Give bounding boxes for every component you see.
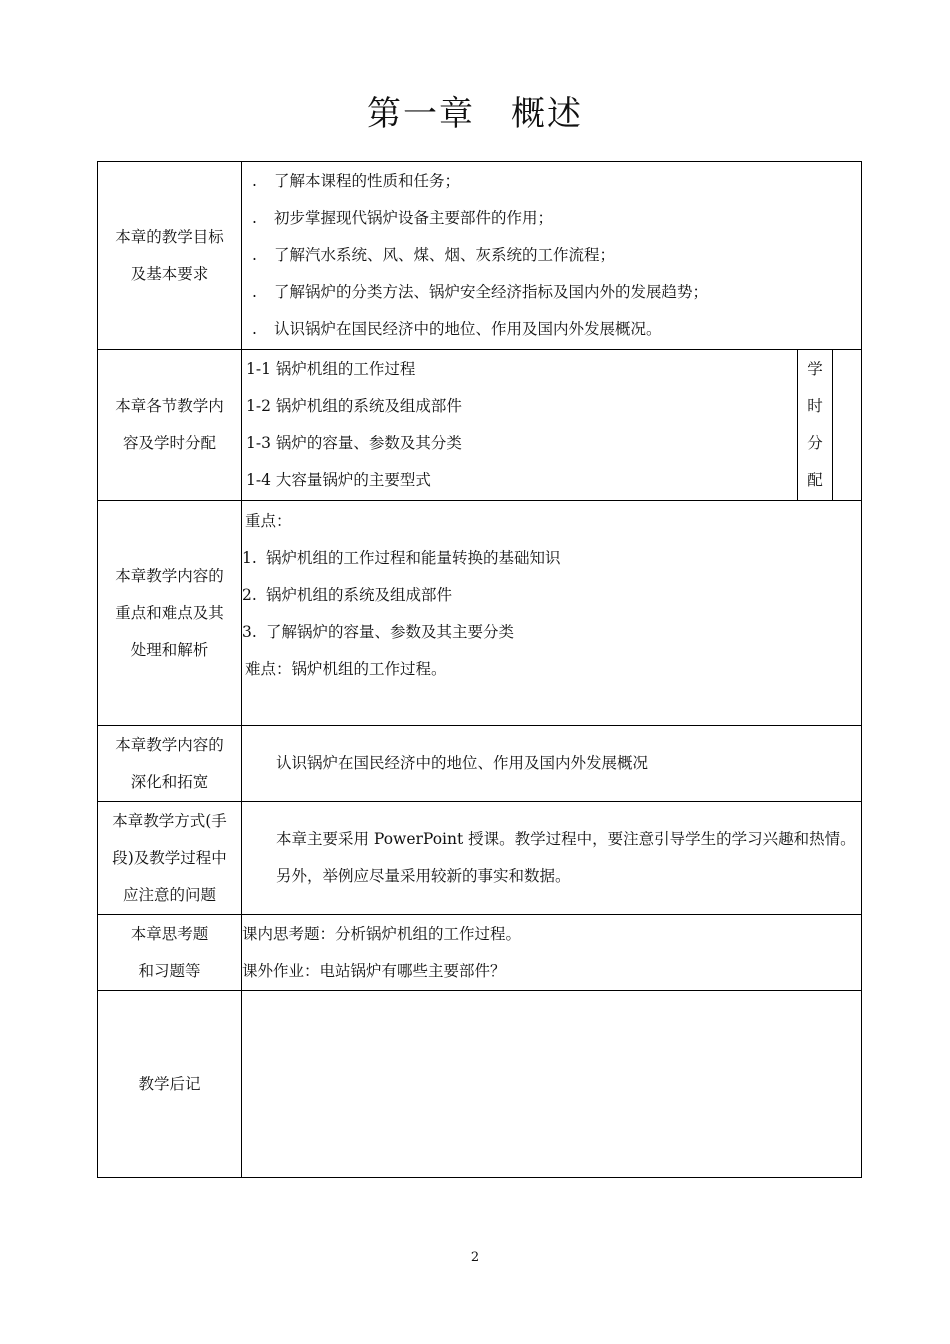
row-exercises [98,915,862,991]
exercises-content [242,915,862,991]
label-line: 本章思考题 [130,924,209,943]
label-line: 段)及教学过程中 [112,848,227,867]
key-heading: 重点： [245,512,292,530]
key-item: 2. 锅炉机组的系统及组成部件 [242,586,453,604]
objective-item: . 初步掌握现代锅炉设备主要部件的作用； [252,209,554,227]
label-line: 本章教学内容的 [115,566,224,585]
methods-paragraph: 另外，举例应尽量采用较新的事实和数据。 [276,867,571,885]
difficulty-text: 难点：锅炉机组的工作过程。 [245,660,447,678]
label-line: 处理和解析 [130,640,209,659]
row-key-points [98,501,862,726]
key-item: 3. 了解锅炉的容量、参数及其主要分类 [242,623,515,641]
objectives-content [242,162,862,350]
row-extension [98,726,862,802]
page-title [0,86,950,135]
sections-content [242,350,862,501]
notes-label [98,991,242,1178]
sections-inner-table [242,350,861,500]
label-line: 本章教学内容的 [115,735,224,754]
methods-paragraph: 本章主要采用 PowerPoint 授课。教学过程中，要注意引导学生的学习兴趣和热情。 [276,830,856,848]
exercise-item: 课内思考题：分析锅炉机组的工作过程。 [242,924,522,943]
page-number: 2 [470,1250,480,1265]
key-item: 1. 锅炉机组的工作过程和能量转换的基础知识 [242,549,561,567]
sections-list [242,350,798,500]
key-points-label [98,501,242,726]
objective-item: . 了解汽水系统、风、煤、烟、灰系统的工作流程； [252,246,616,264]
hours-value-cell [833,350,862,500]
objective-item: . 了解锅炉的分类方法、锅炉安全经济指标及国内外的发展趋势； [252,283,709,301]
section-item: 1-3 锅炉的容量、参数及其分类 [246,434,462,452]
row-objectives [98,162,862,350]
exercises-label [98,915,242,991]
row-sections [98,350,862,501]
hours-allocation-label: 学 时 分 配 [798,350,833,500]
key-points-content [242,501,862,726]
objectives-label [98,162,242,350]
exercise-item: 课外作业：电站锅炉有哪些主要部件？ [242,961,506,980]
extension-text: 认识锅炉在国民经济中的地位、作用及国内外发展概况 [276,754,649,772]
section-item: 1-1 锅炉机组的工作过程 [246,360,416,378]
extension-content [242,726,862,802]
objective-item: . 了解本课程的性质和任务； [252,172,461,190]
label-line: 和习题等 [138,961,201,980]
label-line: 本章各节教学内 [115,397,224,415]
label-line: 重点和难点及其 [115,603,224,622]
sections-label [98,350,242,501]
section-item: 1-4 大容量锅炉的主要型式 [246,471,431,489]
lesson-plan-table [97,161,862,1178]
row-notes [98,991,862,1178]
section-item: 1-2 锅炉机组的系统及组成部件 [246,397,462,415]
label-line: 及基本要求 [130,264,209,283]
objective-item: . 认识锅炉在国民经济中的地位、作用及国内外发展概况。 [252,320,662,338]
label-line: 本章的教学目标 [115,227,224,246]
row-methods [98,802,862,915]
label-line: 教学后记 [138,1074,201,1093]
label-line: 本章教学方式(手 [112,811,227,830]
label-line: 深化和拓宽 [130,772,209,791]
title-subject: 概述 [511,94,583,134]
title-chapter: 第一章 [367,94,475,134]
methods-content [242,802,862,915]
extension-label [98,726,242,802]
label-line: 应注意的问题 [122,885,216,904]
notes-content [242,991,862,1178]
label-line: 容及学时分配 [122,434,216,452]
methods-label [98,802,242,915]
